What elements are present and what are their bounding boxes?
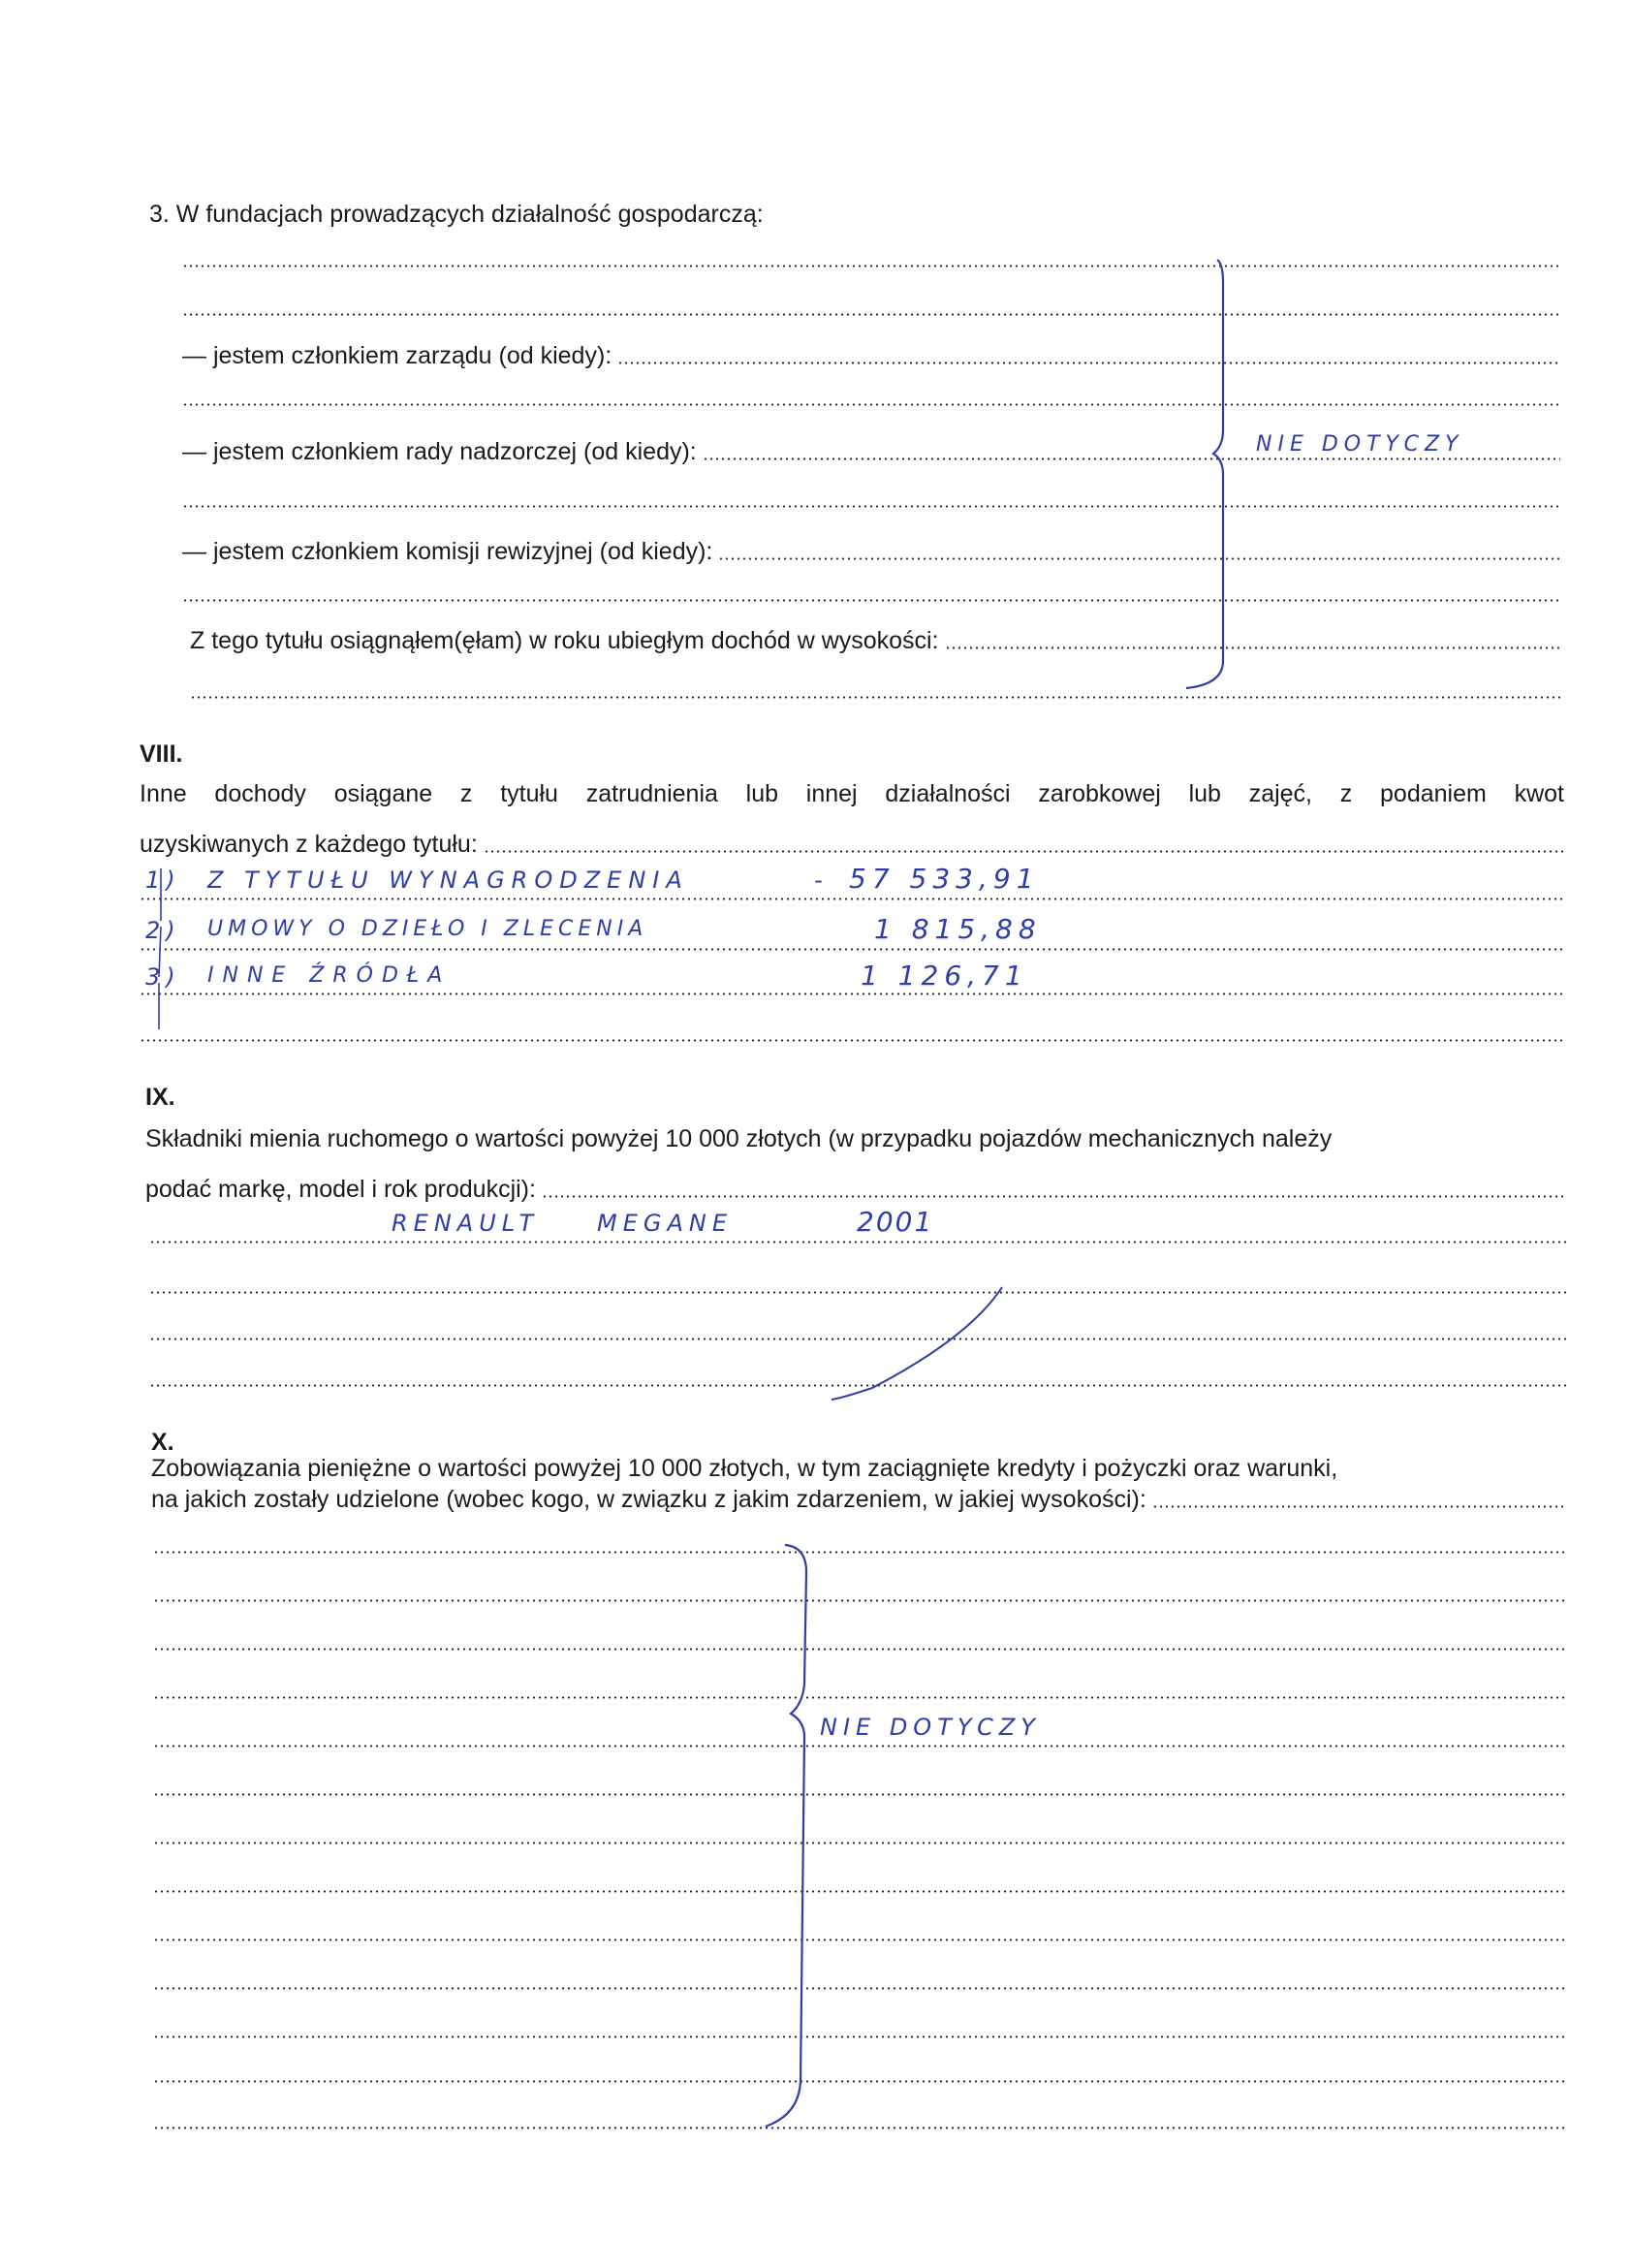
fill-line (153, 2126, 1568, 2129)
fill-line (153, 1890, 1568, 1893)
curly-brace-mark (756, 1539, 833, 2140)
rada-label: — jestem członkiem rady nadzorczej (od kiedy): (182, 438, 697, 465)
fill-line (182, 505, 1560, 508)
section-ix-text-2: podać markę, model i rok produkcji): (145, 1176, 536, 1203)
entry-3-source: INNE ŹRÓDŁA (207, 963, 452, 988)
entry-margin-mark (145, 863, 174, 1037)
section-x-row-2 (151, 1485, 1566, 1514)
section-viii-number: VIII. (140, 740, 183, 768)
curly-brace-mark (1159, 254, 1237, 700)
entry-1-source: Z TYTUŁU WYNAGRODZENIA (207, 866, 689, 894)
section-viii-row-2 (140, 830, 1564, 859)
entry-1-index: 1) (145, 866, 181, 894)
section-ix-row-2 (145, 1175, 1566, 1204)
section-x-text-2: na jakich zostały udzielone (wobec kogo, w związku z jakim zdarzeniem, w jakiej wysokości): (151, 1486, 1146, 1513)
fill-line (140, 992, 1564, 995)
entry-2-amount: 1 815,88 (874, 913, 1042, 945)
section-x-answer: NIE DOTYCZY (820, 1714, 1041, 1741)
strike-through-mark (814, 1279, 1008, 1405)
entry-2-source: UMOWY O DZIEŁO I ZLECENIA (207, 917, 648, 941)
section-ix-number: IX. (145, 1084, 175, 1111)
section-3-answer: NIE DOTYCZY (1256, 432, 1464, 457)
entry-2-index: 2) (145, 917, 181, 944)
fill-line (182, 313, 1560, 316)
section-x-text-1: Zobowiązania pieniężne o wartości powyżej 10 000 złotych, w tym zaciągnięte kredyty i pożyczki oraz warunki, (151, 1455, 1338, 1482)
fill-line (140, 1039, 1564, 1042)
entry-3-amount: 1 126,71 (861, 960, 1028, 992)
section-3-heading: 3. W fundacjach prowadzących działalność gospodarczą: (149, 201, 764, 228)
fill-line (153, 1938, 1568, 1941)
entry-3-index: 3) (145, 963, 181, 991)
section-viii-text-1: Inne dochody osiągane z tytułu zatrudnienia lub innej działalności zarobkowej lub zajęć, z podaniem kwot (140, 780, 1564, 807)
fill-line (153, 1987, 1568, 1990)
section-x-number: X. (151, 1429, 174, 1456)
dochod-row (190, 626, 1560, 655)
fill-line (153, 1551, 1568, 1554)
fill-line (149, 1241, 1566, 1244)
fill-line (153, 2035, 1568, 2038)
fill-line (153, 1793, 1568, 1796)
entry-1-dash: - (814, 866, 829, 894)
dochod-label: Z tego tytułu osiągnąłem(ęłam) w roku ubiegłym dochód w wysokości: (190, 627, 939, 654)
fill-line (153, 1842, 1568, 1844)
vehicle-year: 2001 (857, 1206, 934, 1238)
section-viii-text-2: uzyskiwanych z każdego tytułu: (140, 831, 478, 858)
fill-line (182, 403, 1560, 406)
fill-line (182, 599, 1560, 602)
fill-line (153, 2080, 1568, 2083)
fill-line (140, 898, 1564, 900)
fill-line (153, 1599, 1568, 1602)
fill-line (153, 1648, 1568, 1651)
fill-line (182, 265, 1560, 268)
entry-1-amount: 57 533,91 (849, 863, 1040, 895)
fill-line (153, 1696, 1568, 1699)
vehicle-model: MEGANE (597, 1210, 734, 1237)
fill-line (153, 1745, 1568, 1748)
vehicle-make: RENAULT (392, 1210, 540, 1237)
fill-line (140, 948, 1564, 951)
komisja-row (182, 537, 1560, 566)
komisja-label: — jestem członkiem komisji rewizyjnej (od kiedy): (182, 538, 713, 565)
zarzad-label: — jestem członkiem zarządu (od kiedy): (182, 342, 612, 369)
zarzad-row (182, 341, 1560, 370)
fill-line (190, 696, 1560, 699)
section-ix-text-1: Składniki mienia ruchomego o wartości powyżej 10 000 złotych (w przypadku pojazdów mechanicznych należy (145, 1125, 1333, 1152)
